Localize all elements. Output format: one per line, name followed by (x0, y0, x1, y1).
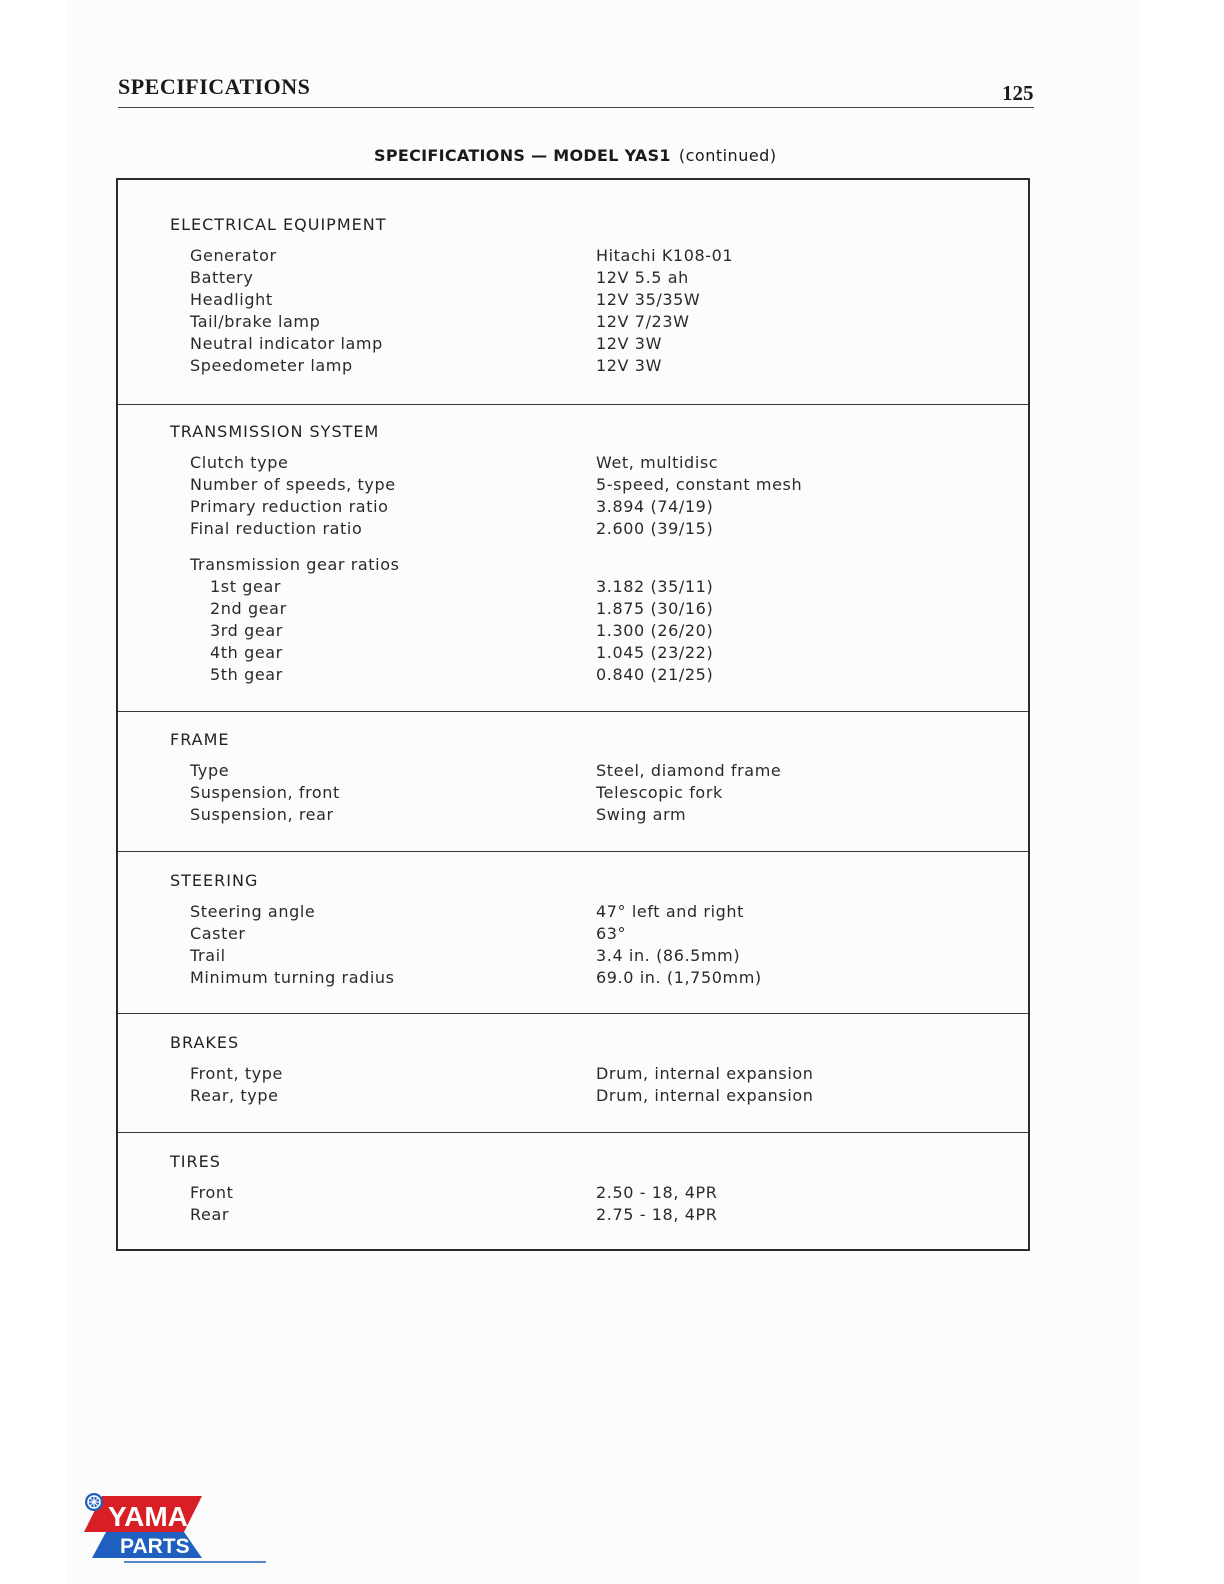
table-title-main: SPECIFICATIONS — MODEL YAS1 (374, 146, 671, 165)
spec-value: 1.300 (26/20) (596, 621, 714, 640)
spec-label: Final reduction ratio (190, 519, 363, 538)
spec-row (118, 356, 1028, 378)
spec-label: Speedometer lamp (190, 356, 353, 375)
spec-value: Drum, internal expansion (596, 1064, 814, 1083)
spec-label: 4th gear (210, 643, 283, 662)
running-title: SPECIFICATIONS (118, 74, 311, 99)
section-steering (118, 852, 1028, 1014)
spec-row (118, 665, 1028, 687)
spec-label: 3rd gear (210, 621, 283, 640)
spec-row (118, 783, 1028, 805)
spec-label: Steering angle (190, 902, 316, 921)
spec-value: 12V 7/23W (596, 312, 690, 331)
spec-label: Generator (190, 246, 277, 265)
spec-label: 2nd gear (210, 599, 287, 618)
table-title-note: (continued) (678, 146, 777, 165)
section-title: BRAKES (170, 1033, 240, 1052)
spec-row (118, 621, 1028, 643)
spec-row (118, 924, 1028, 946)
spec-label: Trail (190, 946, 226, 965)
spec-value: Hitachi K108-01 (596, 246, 734, 265)
spec-value: 3.4 in. (86.5mm) (596, 946, 741, 965)
spec-row (118, 475, 1028, 497)
spec-label: Rear (190, 1205, 230, 1224)
spec-value: Swing arm (596, 805, 687, 824)
spec-row (118, 643, 1028, 665)
spec-row (118, 599, 1028, 621)
spec-label: Number of speeds, type (190, 475, 396, 494)
spec-value: 69.0 in. (1,750mm) (596, 968, 762, 987)
spec-row (118, 453, 1028, 475)
spec-label: 5th gear (210, 665, 283, 684)
spec-value: 63° (596, 924, 627, 943)
spec-value: 1.045 (23/22) (596, 643, 714, 662)
spec-label: Rear, type (190, 1086, 279, 1105)
page-number: 125 (1002, 81, 1034, 105)
yamaparts-logo-graphic (84, 1492, 274, 1564)
spec-row (118, 334, 1028, 356)
spec-value: Wet, multidisc (596, 453, 719, 472)
spec-row (118, 1086, 1028, 1108)
section-tires (118, 1133, 1028, 1249)
section-title: TRANSMISSION SYSTEM (170, 422, 380, 441)
section-title: ELECTRICAL EQUIPMENT (170, 215, 387, 234)
spec-value: 12V 3W (596, 356, 662, 375)
spec-value: 3.182 (35/11) (596, 577, 714, 596)
spec-value: 47° left and right (596, 902, 745, 921)
spec-value: Telescopic fork (596, 783, 723, 802)
logo-text-bottom: PARTS (120, 1535, 190, 1558)
spec-table (116, 178, 1030, 1251)
spec-value: 3.894 (74/19) (596, 497, 714, 516)
header-rule (118, 107, 1034, 108)
spec-value: 1.875 (30/16) (596, 599, 714, 618)
spec-label: Primary reduction ratio (190, 497, 389, 516)
spec-row (118, 946, 1028, 968)
spec-label: Battery (190, 268, 254, 287)
section-title: STEERING (170, 871, 259, 890)
spec-value: 2.75 - 18, 4PR (596, 1205, 718, 1224)
spec-label: Caster (190, 924, 246, 943)
section-title: FRAME (170, 730, 230, 749)
spec-label: Front, type (190, 1064, 283, 1083)
spec-value: 5-speed, constant mesh (596, 475, 803, 494)
section-electrical-equipment (118, 180, 1028, 405)
spec-label: 1st gear (210, 577, 282, 596)
spec-label: Neutral indicator lamp (190, 334, 383, 353)
spec-label: Headlight (190, 290, 273, 309)
spec-row (118, 577, 1028, 599)
table-title (374, 146, 777, 165)
spec-row (118, 497, 1028, 519)
spec-row (118, 290, 1028, 312)
spec-value: 12V 35/35W (596, 290, 701, 309)
spec-label: Clutch type (190, 453, 289, 472)
spec-row (118, 1183, 1028, 1205)
spec-row (118, 805, 1028, 827)
spec-value: 2.50 - 18, 4PR (596, 1183, 718, 1202)
section-transmission-system (118, 405, 1028, 712)
spec-row (118, 555, 1028, 577)
spec-label: Suspension, rear (190, 805, 334, 824)
spec-row (118, 1205, 1028, 1227)
spec-value: 12V 5.5 ah (596, 268, 689, 287)
logo-text-top: YAMA (108, 1501, 188, 1532)
section-frame (118, 712, 1028, 852)
spec-value: 0.840 (21/25) (596, 665, 714, 684)
spec-value: 12V 3W (596, 334, 662, 353)
spec-value: Drum, internal expansion (596, 1086, 814, 1105)
spec-value: 2.600 (39/15) (596, 519, 714, 538)
spec-row (118, 968, 1028, 990)
spec-label: Type (190, 761, 230, 780)
spec-label: Minimum turning radius (190, 968, 395, 987)
spec-row (118, 246, 1028, 268)
spec-row (118, 1064, 1028, 1086)
spec-row (118, 519, 1028, 541)
spec-label: Front (190, 1183, 234, 1202)
spec-row (118, 902, 1028, 924)
spec-value: Steel, diamond frame (596, 761, 782, 780)
section-title: TIRES (170, 1152, 221, 1171)
spec-label: Tail/brake lamp (190, 312, 321, 331)
section-brakes (118, 1014, 1028, 1133)
spec-label: Suspension, front (190, 783, 340, 802)
spec-row (118, 312, 1028, 334)
spec-row (118, 268, 1028, 290)
yamaparts-logo (84, 1492, 274, 1564)
spec-row (118, 761, 1028, 783)
spec-label: Transmission gear ratios (190, 555, 400, 574)
